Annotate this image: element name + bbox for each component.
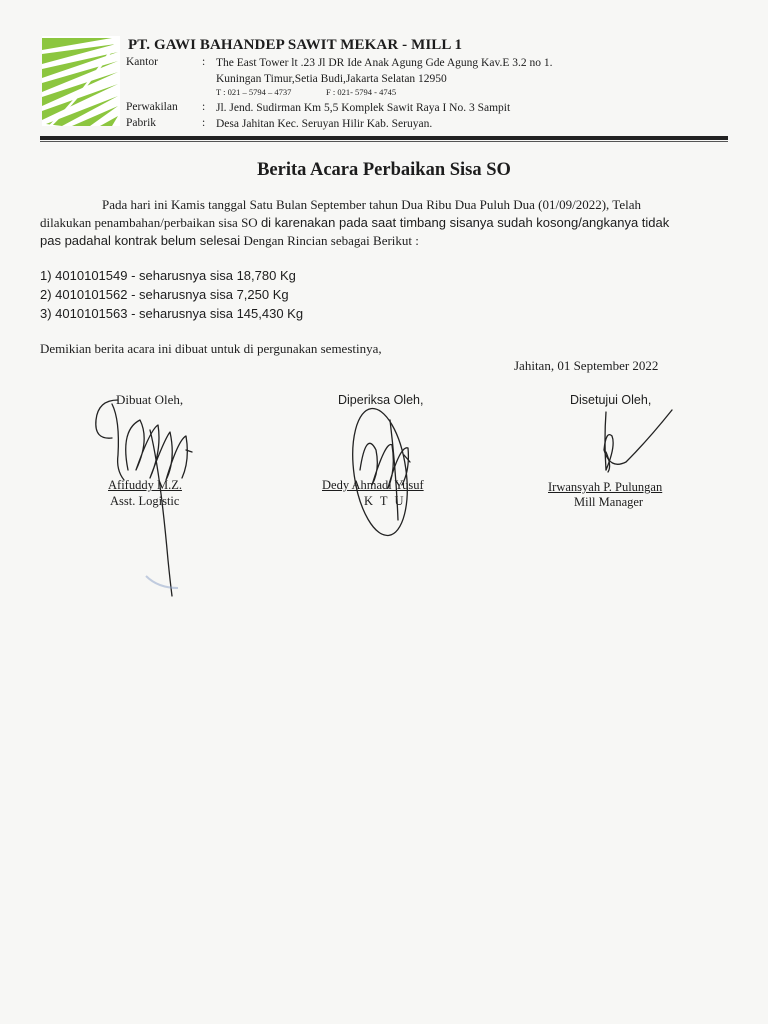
header-colon: : <box>202 117 206 129</box>
signature-title-checked: Diperiksa Oleh, <box>338 393 424 407</box>
header-address-representative: Jl. Jend. Sudirman Km 5,5 Komplek Sawit Raya I No. 3 Sampit <box>216 102 511 114</box>
list-item: 2) 4010101562 - seharusnya sisa 7,250 Kg <box>40 287 289 302</box>
document-title: Berita Acara Perbaikan Sisa SO <box>257 160 511 180</box>
closing-statement: Demikian berita acara ini dibuat untuk di pergunakan semestinya, <box>40 341 382 356</box>
place-date: Jahitan, 01 September 2022 <box>514 358 659 373</box>
body-paragraph <box>40 196 730 250</box>
signature-role-approved: Mill Manager <box>574 495 644 509</box>
header-address-office: The East Tower lt .23 Jl DR Ide Anak Agung Gde Agung Kav.E 3.2 no 1. <box>216 57 553 69</box>
header-colon: : <box>202 101 206 113</box>
body-line-2a: dilakukan penambahan/perbaikan sisa SO <box>40 215 261 230</box>
body-line-3b: Dengan Rincian sebagai Berikut : <box>240 233 419 248</box>
company-name: PT. GAWI BAHANDEP SAWIT MEKAR - MILL 1 <box>128 37 463 53</box>
ink-smudge <box>146 576 178 588</box>
header-label-kantor: Kantor <box>126 56 158 68</box>
header-colon: : <box>202 56 206 68</box>
signature-role-checked: K T U <box>364 494 406 508</box>
signature-title-prepared: Dibuat Oleh, <box>116 392 184 407</box>
signature-scribble-checked <box>345 405 414 539</box>
signature-name-prepared: Afifuddy M.Z. <box>108 478 182 492</box>
body-line-2b: di karenakan pada saat timbang sisanya sudah kosong/angkanya tidak <box>260 215 670 230</box>
header-fax: F : 021- 5794 - 4745 <box>326 87 397 97</box>
list-item: 3) 4010101563 - seharusnya sisa 145,430 Kg <box>40 306 304 321</box>
item-list <box>40 266 303 323</box>
signature-title-approved: Disetujui Oleh, <box>570 393 652 407</box>
header-divider-thick <box>40 136 728 140</box>
header-phone: T : 021 – 5794 – 4737 <box>216 87 292 97</box>
header-address-factory: Desa Jahitan Kec. Seruyan Hilir Kab. Seruyan. <box>216 118 433 130</box>
signature-name-approved: Irwansyah P. Pulungan <box>548 480 663 494</box>
header-label-pabrik: Pabrik <box>126 117 157 129</box>
body-line-1: Pada hari ini Kamis tanggal Satu Bulan September tahun Dua Ribu Dua Puluh Dua (01/09/2022), Telah <box>102 197 641 212</box>
signature-name-checked: Dedy Ahmadi Yusuf <box>322 478 424 492</box>
body-line-3a: pas padahal kontrak belum selesai <box>40 233 241 248</box>
signature-role-prepared: Asst. Logistic <box>110 494 180 508</box>
signature-scribble-approved <box>604 410 672 472</box>
list-item: 1) 4010101549 - seharusnya sisa 18,780 Kg <box>40 268 296 283</box>
header-address-office-2: Kuningan Timur,Setia Budi,Jakarta Selatan 12950 <box>216 73 447 85</box>
palm-leaf-logo-icon <box>42 36 120 126</box>
header-label-perwakilan: Perwakilan <box>126 101 178 113</box>
header-divider-thin <box>40 141 728 142</box>
